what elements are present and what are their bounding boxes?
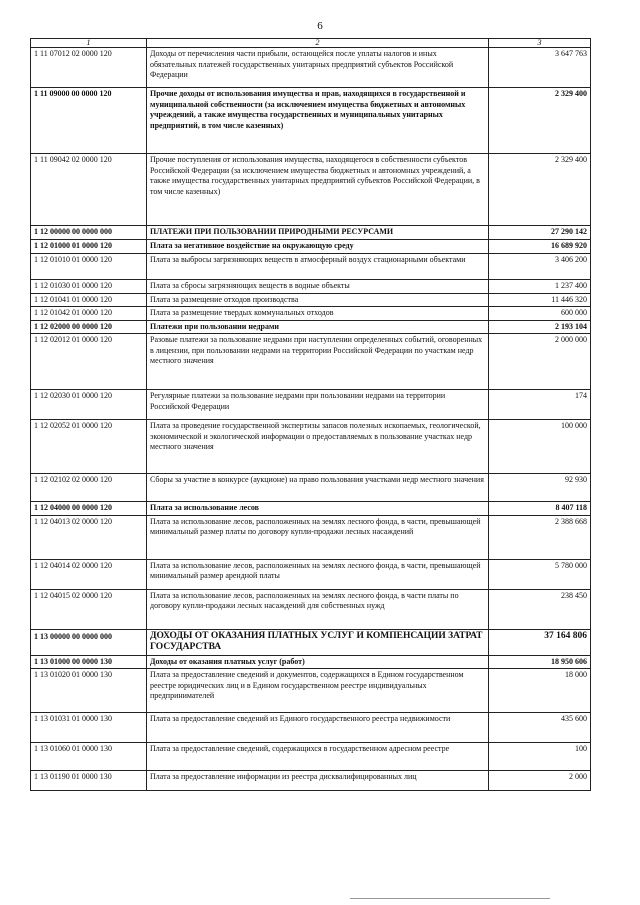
row-code-cell: 1 11 07012 02 0000 120 bbox=[31, 48, 147, 88]
row-code-cell: 1 12 02102 02 0000 120 bbox=[31, 474, 147, 502]
table-row bbox=[31, 226, 591, 240]
row-code-cell: 1 12 04000 00 0000 120 bbox=[31, 502, 147, 516]
row-name-cell: Доходы от оказания платных услуг (работ) bbox=[147, 655, 489, 669]
row-code-cell: 1 12 01000 01 0000 120 bbox=[31, 240, 147, 254]
row-amount-cell: 11 446 320 bbox=[489, 293, 591, 307]
row-code-cell: 1 12 01030 01 0000 120 bbox=[31, 279, 147, 293]
row-amount-cell: 2 329 400 bbox=[489, 154, 591, 226]
table-row bbox=[31, 390, 591, 420]
row-name-cell: Разовые платежи за пользование недрами при наступлении определенных событий, оговоренных в лицензии, при пользовании недрами на территории Российской Федерации по участкам недр местного значения bbox=[147, 334, 489, 390]
row-amount-cell: 2 000 bbox=[489, 771, 591, 791]
row-amount-cell: 100 000 bbox=[489, 420, 591, 474]
table-row bbox=[31, 713, 591, 743]
row-name-cell: Плата за выбросы загрязняющих веществ в атмосферный воздух стационарными объектами bbox=[147, 253, 489, 279]
table-header-row bbox=[31, 39, 591, 48]
row-code-cell: 1 13 01031 01 0000 130 bbox=[31, 713, 147, 743]
row-amount-cell: 5 780 000 bbox=[489, 559, 591, 589]
row-amount-cell: 27 290 142 bbox=[489, 226, 591, 240]
table-row bbox=[31, 589, 591, 629]
row-name-cell: Плата за использование лесов, расположенных на землях лесного фонда, в части платы по договору купли-продажи лесных насаждений для собственных нужд bbox=[147, 589, 489, 629]
row-name-cell: Плата за использование лесов, расположенных на землях лесного фонда, в части, превышающей минимальный размер платы по договору купли-продажи лесных насаждений bbox=[147, 515, 489, 559]
row-code-cell: 1 12 02052 01 0000 120 bbox=[31, 420, 147, 474]
row-amount-cell: 600 000 bbox=[489, 307, 591, 321]
page-number: 6 bbox=[317, 20, 323, 32]
row-amount-cell: 1 237 400 bbox=[489, 279, 591, 293]
row-amount-cell: 174 bbox=[489, 390, 591, 420]
table-row bbox=[31, 559, 591, 589]
table-row bbox=[31, 253, 591, 279]
row-amount-cell: 8 407 118 bbox=[489, 502, 591, 516]
row-amount-cell: 37 164 806 bbox=[489, 629, 591, 655]
row-code-cell: 1 13 01190 01 0000 130 bbox=[31, 771, 147, 791]
row-code-cell: 1 12 04014 02 0000 120 bbox=[31, 559, 147, 589]
row-code-cell: 1 12 01010 01 0000 120 bbox=[31, 253, 147, 279]
row-name-cell: Плата за сбросы загрязняющих веществ в водные объекты bbox=[147, 279, 489, 293]
row-name-cell: ДОХОДЫ ОТ ОКАЗАНИЯ ПЛАТНЫХ УСЛУГ И КОМПЕНСАЦИИ ЗАТРАТ ГОСУДАРСТВА bbox=[147, 629, 489, 655]
row-amount-cell: 2 329 400 bbox=[489, 88, 591, 154]
row-amount-cell: 238 450 bbox=[489, 589, 591, 629]
table-row bbox=[31, 307, 591, 321]
table-row bbox=[31, 88, 591, 154]
table-row bbox=[31, 293, 591, 307]
row-code-cell: 1 13 01060 01 0000 130 bbox=[31, 743, 147, 771]
table-row bbox=[31, 629, 591, 655]
row-name-cell: Сборы за участие в конкурсе (аукционе) на право пользования участками недр местного значения bbox=[147, 474, 489, 502]
row-amount-cell: 2 193 104 bbox=[489, 320, 591, 334]
table-row bbox=[31, 420, 591, 474]
row-name-cell: Платежи при пользовании недрами bbox=[147, 320, 489, 334]
row-name-cell: Плата за проведение государственной экспертизы запасов полезных ископаемых, геологической, экономической и экологической информации о предоставляемых в пользование участках недр местного значения bbox=[147, 420, 489, 474]
row-name-cell: Плата за предоставление сведений из Единого государственного реестра недвижимости bbox=[147, 713, 489, 743]
row-name-cell: Плата за предоставление сведений и документов, содержащихся в Едином государственном реестре юридических лиц и в Едином государственном реестре индивидуальных предпринимателей bbox=[147, 669, 489, 713]
row-name-cell: Плата за предоставление сведений, содержащихся в государственном адресном реестре bbox=[147, 743, 489, 771]
row-amount-cell: 16 689 920 bbox=[489, 240, 591, 254]
table-row bbox=[31, 334, 591, 390]
table-row bbox=[31, 240, 591, 254]
table-row bbox=[31, 655, 591, 669]
row-name-cell: Плата за негативное воздействие на окружающую среду bbox=[147, 240, 489, 254]
table-row bbox=[31, 154, 591, 226]
row-name-cell: Плата за использование лесов, расположенных на землях лесного фонда, в части, превышающей минимальный размер арендной платы bbox=[147, 559, 489, 589]
table-body bbox=[31, 48, 591, 791]
row-code-cell: 1 13 01000 00 0000 130 bbox=[31, 655, 147, 669]
row-code-cell: 1 11 09000 00 0000 120 bbox=[31, 88, 147, 154]
budget-revenue-table bbox=[30, 38, 591, 791]
column-header-code: 1 bbox=[31, 39, 147, 48]
table-row bbox=[31, 669, 591, 713]
row-amount-cell: 18 950 606 bbox=[489, 655, 591, 669]
table-row bbox=[31, 320, 591, 334]
row-code-cell: 1 12 02030 01 0000 120 bbox=[31, 390, 147, 420]
table-row bbox=[31, 48, 591, 88]
row-code-cell: 1 12 01041 01 0000 120 bbox=[31, 293, 147, 307]
row-code-cell: 1 11 09042 02 0000 120 bbox=[31, 154, 147, 226]
row-name-cell: ПЛАТЕЖИ ПРИ ПОЛЬЗОВАНИИ ПРИРОДНЫМИ РЕСУРСАМИ bbox=[147, 226, 489, 240]
table-row bbox=[31, 515, 591, 559]
row-amount-cell: 92 930 bbox=[489, 474, 591, 502]
row-code-cell: 1 12 04013 02 0000 120 bbox=[31, 515, 147, 559]
row-name-cell: Прочие доходы от использования имущества и прав, находящихся в государственной и муниципальной собственности (за исключением имущества бюджетных и автономных учреждений, а также имущества государственных и муниципальных унитарных предприятий, в том числе казенных) bbox=[147, 88, 489, 154]
row-name-cell: Плата за размещение отходов производства bbox=[147, 293, 489, 307]
column-header-amount: 3 bbox=[489, 39, 591, 48]
footer-rule bbox=[350, 898, 550, 899]
row-code-cell: 1 12 01042 01 0000 120 bbox=[31, 307, 147, 321]
column-header-name: 2 bbox=[147, 39, 489, 48]
row-name-cell: Доходы от перечисления части прибыли, остающейся после уплаты налогов и иных обязательных платежей государственных унитарных предприятий субъектов Российской Федерации bbox=[147, 48, 489, 88]
table-row bbox=[31, 279, 591, 293]
row-name-cell: Плата за предоставление информации из реестра дисквалифицированных лиц bbox=[147, 771, 489, 791]
row-code-cell: 1 13 00000 00 0000 000 bbox=[31, 629, 147, 655]
table-row bbox=[31, 474, 591, 502]
row-amount-cell: 2 000 000 bbox=[489, 334, 591, 390]
table-row bbox=[31, 743, 591, 771]
row-code-cell: 1 12 00000 00 0000 000 bbox=[31, 226, 147, 240]
row-amount-cell: 3 647 763 bbox=[489, 48, 591, 88]
row-amount-cell: 2 388 668 bbox=[489, 515, 591, 559]
row-name-cell: Плата за размещение твердых коммунальных отходов bbox=[147, 307, 489, 321]
row-code-cell: 1 12 02012 01 0000 120 bbox=[31, 334, 147, 390]
row-amount-cell: 18 000 bbox=[489, 669, 591, 713]
row-name-cell: Плата за использование лесов bbox=[147, 502, 489, 516]
row-amount-cell: 435 600 bbox=[489, 713, 591, 743]
table-row bbox=[31, 771, 591, 791]
row-code-cell: 1 13 01020 01 0000 130 bbox=[31, 669, 147, 713]
row-name-cell: Регулярные платежи за пользование недрами при пользовании недрами на территории Российской Федерации bbox=[147, 390, 489, 420]
table-row bbox=[31, 502, 591, 516]
row-amount-cell: 100 bbox=[489, 743, 591, 771]
row-code-cell: 1 12 02000 00 0000 120 bbox=[31, 320, 147, 334]
row-name-cell: Прочие поступления от использования имущества, находящегося в собственности субъектов Российской Федерации (за исключением имущества бюджетных и автономных учреждений, а также имущества государственных унитарных предприятий субъектов Российской Федерации, в том числе казенных) bbox=[147, 154, 489, 226]
row-code-cell: 1 12 04015 02 0000 120 bbox=[31, 589, 147, 629]
row-amount-cell: 3 406 200 bbox=[489, 253, 591, 279]
